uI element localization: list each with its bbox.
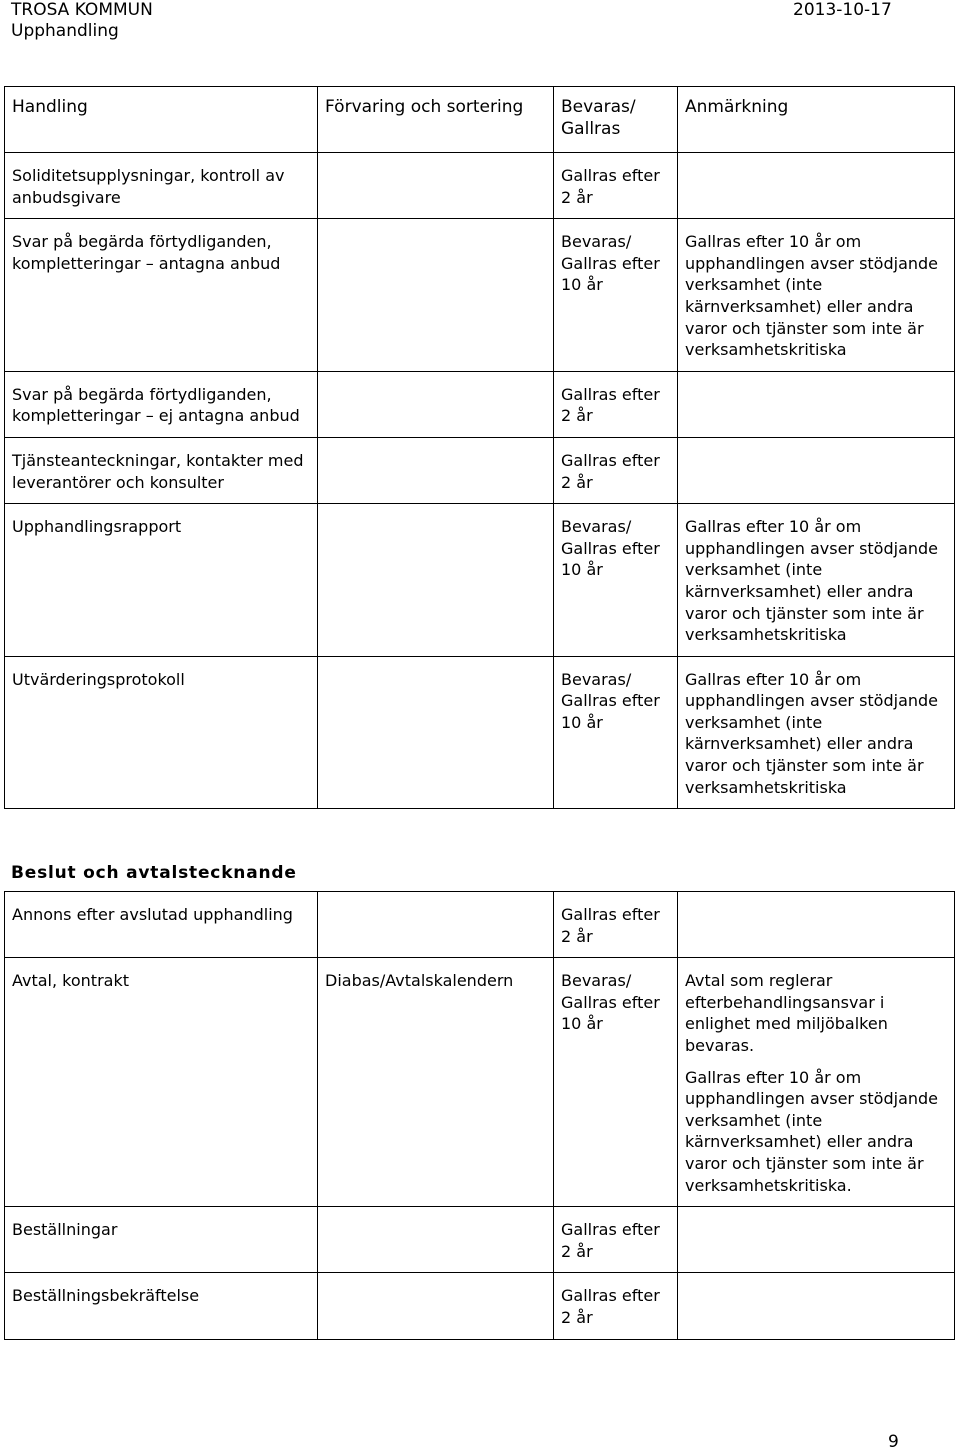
section-title: Beslut och avtalstecknande xyxy=(11,863,297,883)
table-row xyxy=(5,219,955,372)
records-table-upphandling xyxy=(4,86,955,809)
table-row xyxy=(5,892,955,958)
table-row xyxy=(5,437,955,503)
cell-handling: Upphandlingsrapport xyxy=(5,504,318,657)
cell-anmarkning: Gallras efter 10 år om upphandlingen avser stödjande verksamhet (inte kärnverksamhet) eller andra varor och tjänster som inte är verksamhetskritiska xyxy=(678,219,955,372)
cell-handling: Svar på begärda förtydliganden, kompletteringar – antagna anbud xyxy=(5,219,318,372)
cell-anmarkning xyxy=(678,1273,955,1339)
records-table-beslut xyxy=(4,891,955,1340)
cell-handling: Soliditetsupplysningar, kontroll av anbudsgivare xyxy=(5,153,318,219)
cell-bevaras: Bevaras/ Gallras efter 10 år xyxy=(554,219,678,372)
column-header-anmarkning: Anmärkning xyxy=(678,87,955,153)
document-title: Upphandling xyxy=(11,21,119,41)
cell-forvaring xyxy=(318,371,554,437)
anmarkning-text-2: Gallras efter 10 år om upphandlingen avser stödjande verksamhet (inte kärnverksamhet) eller andra varor och tjänster som inte är verksamhetskritiska. xyxy=(685,1067,939,1195)
cell-forvaring xyxy=(318,1207,554,1273)
table-row xyxy=(5,958,955,1207)
cell-bevaras: Bevaras/ Gallras efter 10 år xyxy=(554,958,678,1207)
column-header-bevaras: Bevaras/ Gallras xyxy=(554,87,678,153)
table-row xyxy=(5,1273,955,1339)
cell-anmarkning xyxy=(678,1207,955,1273)
cell-forvaring xyxy=(318,504,554,657)
column-header-forvaring: Förvaring och sortering xyxy=(318,87,554,153)
table-row xyxy=(5,1207,955,1273)
cell-bevaras: Gallras efter 2 år xyxy=(554,1207,678,1273)
cell-anmarkning xyxy=(678,437,955,503)
cell-anmarkning xyxy=(678,892,955,958)
cell-anmarkning xyxy=(678,153,955,219)
cell-anmarkning: Gallras efter 10 år om upphandlingen avser stödjande verksamhet (inte kärnverksamhet) eller andra varor och tjänster som inte är verksamhetskritiska xyxy=(678,504,955,657)
cell-handling: Annons efter avslutad upphandling xyxy=(5,892,318,958)
paragraph-gap xyxy=(685,1057,948,1067)
cell-anmarkning: Gallras efter 10 år om upphandlingen avser stödjande verksamhet (inte kärnverksamhet) eller andra varor och tjänster som inte är verksamhetskritiska xyxy=(678,656,955,809)
cell-bevaras: Gallras efter 2 år xyxy=(554,1273,678,1339)
page-header-left xyxy=(11,0,153,42)
table-row xyxy=(5,153,955,219)
cell-handling: Avtal, kontrakt xyxy=(5,958,318,1207)
cell-handling: Tjänsteanteckningar, kontakter med leverantörer och konsulter xyxy=(5,437,318,503)
cell-handling: Beställningsbekräftelse xyxy=(5,1273,318,1339)
table-row xyxy=(5,504,955,657)
page-number: 9 xyxy=(888,1432,899,1452)
org-name: TROSA KOMMUN xyxy=(11,0,153,20)
cell-bevaras: Bevaras/ Gallras efter 10 år xyxy=(554,656,678,809)
table-row xyxy=(5,656,955,809)
cell-bevaras: Gallras efter 2 år xyxy=(554,153,678,219)
cell-bevaras: Bevaras/ Gallras efter 10 år xyxy=(554,504,678,657)
cell-handling: Utvärderingsprotokoll xyxy=(5,656,318,809)
cell-anmarkning xyxy=(678,958,955,1207)
cell-bevaras: Gallras efter 2 år xyxy=(554,371,678,437)
table-row xyxy=(5,371,955,437)
cell-forvaring: Diabas/Avtalskalendern xyxy=(318,958,554,1207)
cell-forvaring xyxy=(318,219,554,372)
column-header-handling: Handling xyxy=(5,87,318,153)
document-date: 2013-10-17 xyxy=(793,0,892,20)
cell-forvaring xyxy=(318,153,554,219)
cell-anmarkning xyxy=(678,371,955,437)
cell-bevaras: Gallras efter 2 år xyxy=(554,437,678,503)
cell-forvaring xyxy=(318,892,554,958)
anmarkning-text: Avtal som reglerar efterbehandlingsansvar i enlighet med miljöbalken bevaras. xyxy=(685,971,888,1055)
cell-forvaring xyxy=(318,437,554,503)
cell-forvaring xyxy=(318,1273,554,1339)
cell-forvaring xyxy=(318,656,554,809)
table-header-row xyxy=(5,87,955,153)
cell-handling: Svar på begärda förtydliganden, kompletteringar – ej antagna anbud xyxy=(5,371,318,437)
cell-bevaras: Gallras efter 2 år xyxy=(554,892,678,958)
cell-handling: Beställningar xyxy=(5,1207,318,1273)
